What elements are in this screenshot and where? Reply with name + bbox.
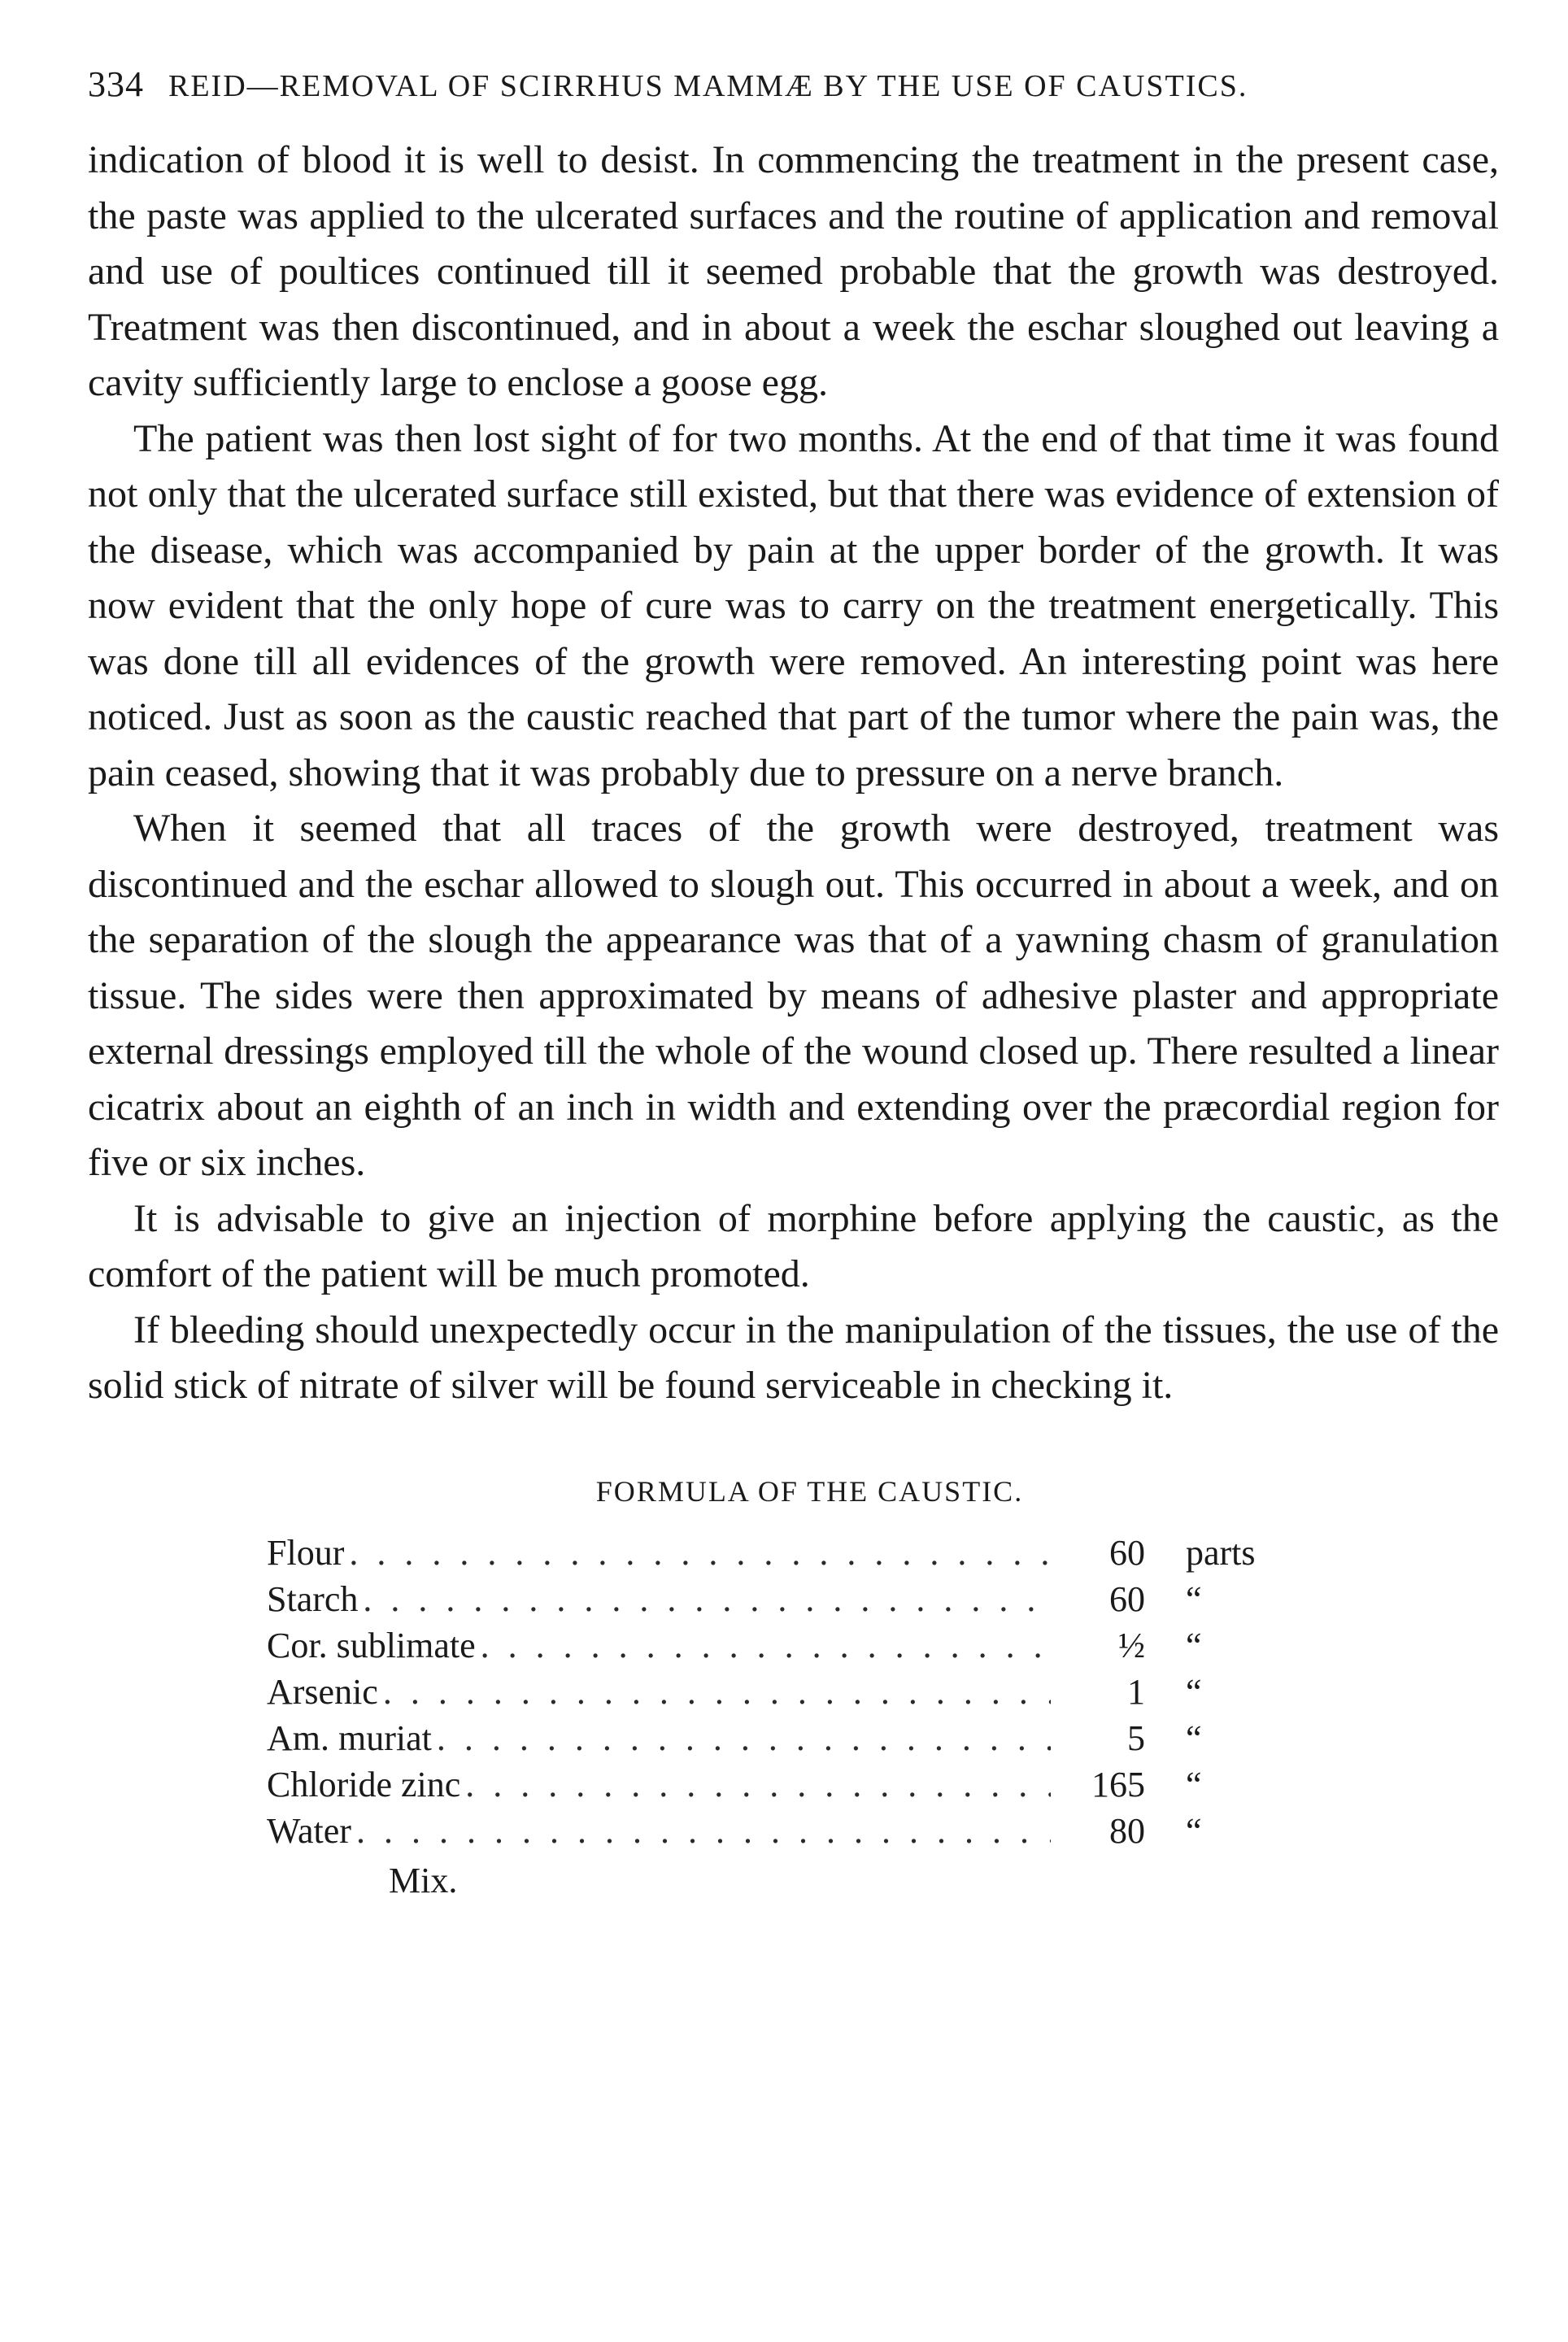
- formula-row: [267, 1530, 1332, 1576]
- formula-ingredient: Starch: [267, 1578, 359, 1619]
- formula-ingredient: Am. muriat: [267, 1717, 432, 1758]
- dot-leader: [481, 1622, 1051, 1669]
- formula-unit: “: [1186, 1578, 1202, 1619]
- formula-amount: 1: [1127, 1671, 1145, 1712]
- dot-leader: [356, 1808, 1051, 1854]
- formula-unit: “: [1186, 1764, 1202, 1804]
- formula-row: [267, 1576, 1332, 1622]
- formula-ingredient: Flour: [267, 1532, 345, 1573]
- dot-leader: [349, 1530, 1051, 1576]
- formula-ingredient: Cor. sublimate: [267, 1625, 476, 1665]
- formula-amount: 5: [1127, 1717, 1145, 1758]
- paragraph: When it seemed that all traces of the growth were destroyed, treatment was discontinued and the eschar allowed to slough out. This occurred in about a week, and on the separation of the slough the appearance was that of a yawning chasm of granulation tissue. The sides were then approximated by means of adhesive plaster and appropriate external dressings employed till the whole of the wound closed up. There resulted a linear cicatrix about an eighth of an inch in width and extending over the præcordial region for five or six inches.: [88, 807, 1499, 1184]
- formula-row: [267, 1808, 1332, 1854]
- body-text: [88, 133, 1499, 1414]
- formula-amount: 60: [1109, 1578, 1145, 1619]
- page: [88, 63, 1499, 2308]
- formula-amount: 165: [1091, 1764, 1145, 1804]
- paragraph: It is advisable to give an injection of morphine before applying the caustic, as the comfort of the patient will be much promoted.: [88, 1196, 1499, 1295]
- formula-unit: “: [1186, 1625, 1202, 1665]
- formula-heading: FORMULA OF THE CAUSTIC.: [595, 1474, 1024, 1508]
- page-number: 334: [88, 64, 144, 104]
- formula-table: [267, 1530, 1332, 1854]
- paragraph: If bleeding should unexpectedly occur in the manipulation of the tissues, the use of the solid stick of nitrate of silver will be found serviceable in checking it.: [88, 1308, 1499, 1407]
- formula-row: [267, 1669, 1332, 1715]
- formula-unit: “: [1186, 1671, 1202, 1712]
- formula-ingredient: Arsenic: [267, 1671, 378, 1712]
- running-title: REID—REMOVAL OF SCIRRHUS MAMMÆ BY THE USE OF CAUSTICS.: [168, 69, 1248, 103]
- paragraph-continuation: indication of blood it is well to desist. In commencing the treatment in the present case, the paste was applied to the ulcerated surfaces and the routine of application and removal and use of poultices continued till it seemed probable that the growth was destroyed. Treatment was then discontinued, and in about a week the eschar sloughed out leaving a cavity sufficiently large to enclose a goose egg.: [88, 138, 1499, 404]
- dot-leader: [383, 1669, 1051, 1715]
- formula-amount: 60: [1109, 1532, 1145, 1573]
- dot-leader: [465, 1761, 1051, 1808]
- dot-leader: [437, 1715, 1051, 1761]
- formula-row: [267, 1622, 1332, 1669]
- formula-unit: “: [1186, 1717, 1202, 1758]
- paragraph: The patient was then lost sight of for two months. At the end of that time it was found not only that the ulcerated surface still existed, but that there was evidence of extension of the disease, which was accompanied by pain at the upper border of the growth. It was now evident that the only hope of cure was to carry on the treatment energetically. This was done till all evidences of the growth were removed. An interesting point was here noticed. Just as soon as the caustic reached that part of the tumor where the pain was, the pain ceased, showing that it was probably due to pressure on a nerve branch.: [88, 416, 1499, 794]
- formula-unit: parts: [1186, 1532, 1256, 1573]
- formula-amount: ½: [1118, 1625, 1145, 1665]
- formula-row: [267, 1715, 1332, 1761]
- formula-row: [267, 1761, 1332, 1808]
- formula-footer: Mix.: [389, 1860, 458, 1900]
- formula-amount: 80: [1109, 1810, 1145, 1851]
- formula-unit: “: [1186, 1810, 1202, 1851]
- formula-ingredient: Chloride zinc: [267, 1764, 461, 1804]
- formula-ingredient: Water: [267, 1810, 351, 1851]
- dot-leader: [363, 1576, 1051, 1622]
- running-head: [88, 63, 1499, 105]
